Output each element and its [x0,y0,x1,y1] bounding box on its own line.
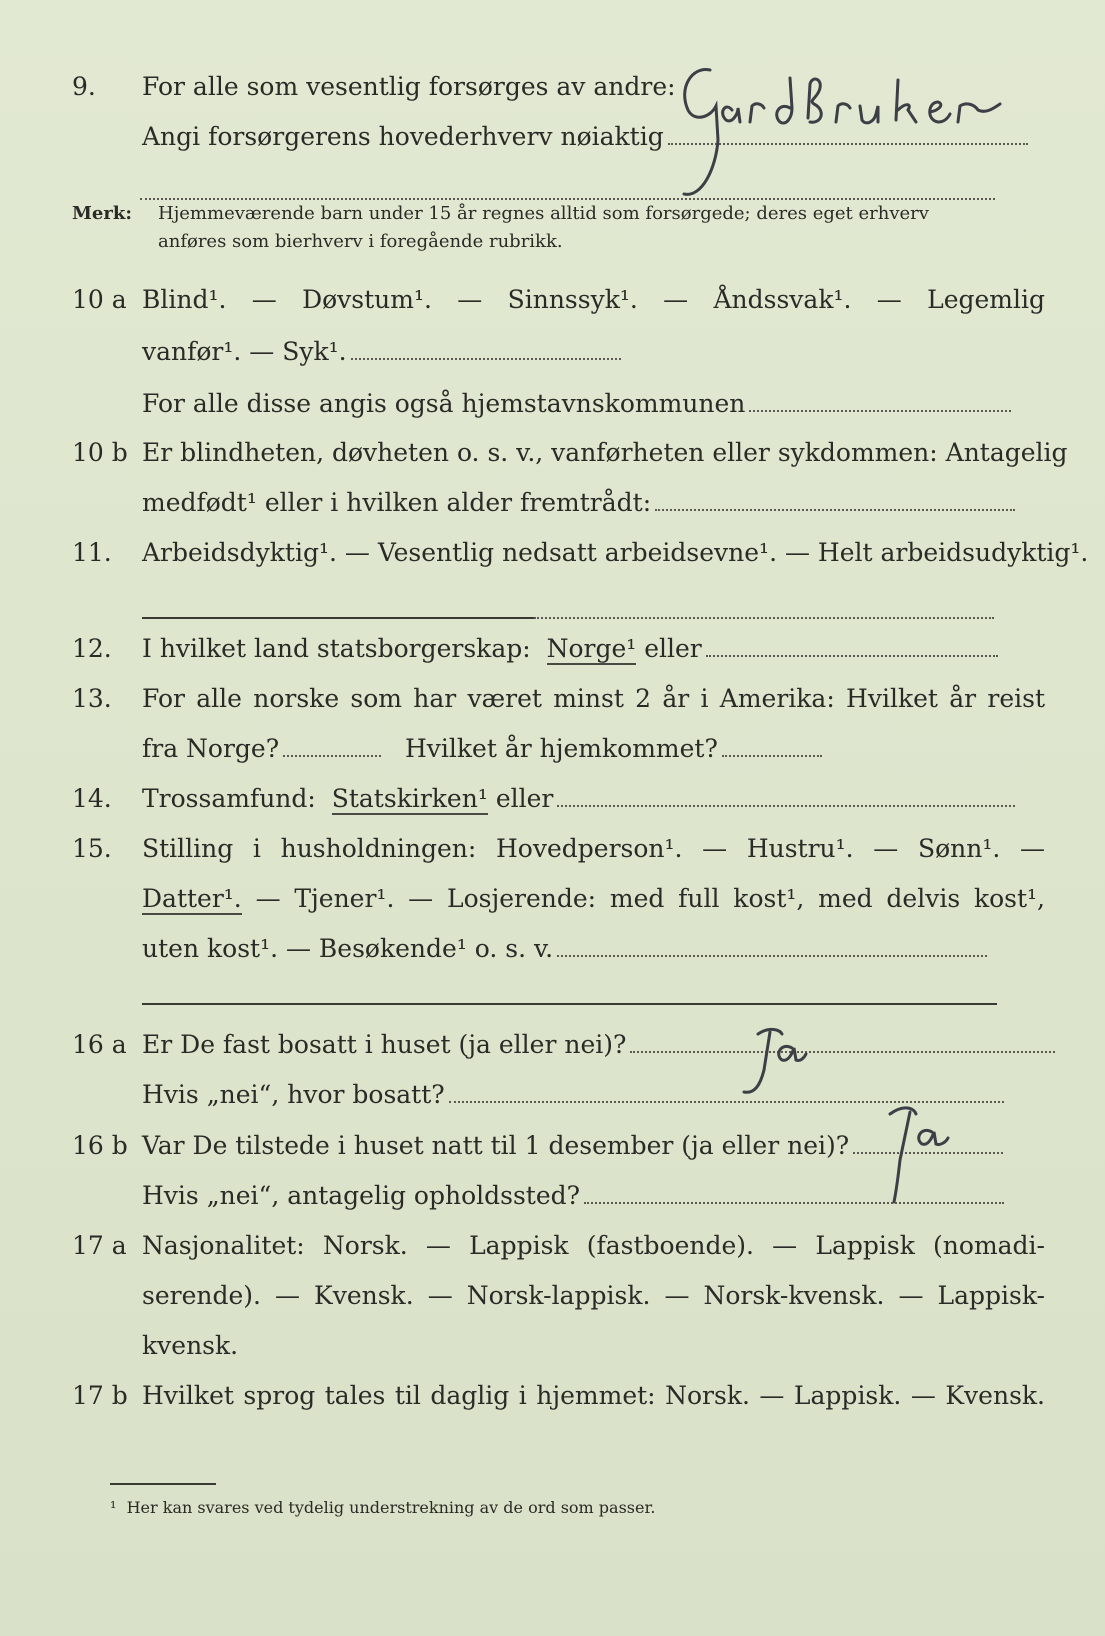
handwritten-answer-text: Gårdbruker [640,48,646,49]
question-text: Hvis „nei“, antagelig opholdssted? [142,1181,581,1210]
question-text: Hvilket år hjemkommet? [404,734,718,763]
answer-line [557,955,987,957]
divider [142,617,534,619]
question-number: 10 a [72,285,127,314]
question-text: kvensk. [142,1331,239,1360]
question-text: uten kost¹. — Besøkende¹ o. s. v. [142,934,554,963]
question-number: 17 b [72,1381,128,1410]
question-text: vanfør¹. — Syk¹. [142,337,347,366]
question-text: For alle disse angis også hjemstavnskommunen [142,389,746,418]
answer-line [706,655,998,657]
question-number: 14. [72,784,112,813]
question-number: 9. [72,72,96,101]
note-text: Hjemmeværende barn under 15 år regnes alltid som forsørgede; deres eget erhverv [158,203,929,224]
question-text: Blind¹. — Døvstum¹. — Sinnssyk¹. — Åndssvak¹. — Legemlig [142,285,1045,314]
question-text: Stilling i husholdningen: Hovedperson¹. — Hustru¹. — Sønn¹. — [142,834,1045,863]
question-text: Angi forsørgerens hovederhverv nøiaktig [142,122,664,151]
note-text: anføres som bierhverv i foregående rubrikk. [158,231,563,252]
answer-line [534,617,994,619]
answer-line [283,755,381,757]
question-number: 16 b [72,1131,128,1160]
question-text: fra Norge? [142,734,280,763]
question-text: Hvilket sprog tales til daglig i hjemmet: Norsk. — Lappisk. — Kvensk. [142,1381,1045,1410]
question-text: Hvis „nei“, hvor bosatt? [142,1080,445,1109]
answer-line [630,1051,1055,1053]
question-number: 16 a [72,1030,127,1059]
question-text: Var De tilstede i huset natt til 1 desember (ja eller nei)? [142,1131,850,1160]
answer-line [351,358,621,360]
question-text: eller [644,634,702,663]
question-text: For alle som vesentlig forsørges av andre: [142,72,676,101]
answer-line [749,410,1011,412]
question-text: medfødt¹ eller i hvilken alder fremtrådt: [142,488,652,517]
svg-text:Ja: Ja [880,1100,881,1101]
footnote [110,1498,655,1517]
question-text: Trossamfund: [142,784,316,813]
handwritten-answer-gardbruker [640,48,1040,208]
question-text: For alle norske som har været minst 2 år i Amerika: Hvilket år reist [142,684,1045,713]
underlined-choice: Statskirken¹ [331,784,488,813]
answer-line [722,755,822,757]
answer-line [584,1202,1004,1204]
question-text: Nasjonalitet: Norsk. — Lappisk (fastboende). — Lappisk (nomadi- [142,1231,1045,1260]
svg-text:Ja: Ja [730,1020,731,1021]
question-text: serende). — Kvensk. — Norsk-lappisk. — Norsk-kvensk. — Lappisk- [142,1281,1045,1310]
question-text: Er De fast bosatt i huset (ja eller nei)? [142,1030,627,1059]
question-number: 11. [72,538,112,567]
footnote-rule [110,1483,216,1485]
question-text: I hvilket land statsborgerskap: [142,634,531,663]
note-label: Merk: [72,203,132,224]
answer-line [655,509,1015,511]
question-number: 10 b [72,438,128,467]
footnote-text: Her kan svares ved tydelig understrekning av de ord som passer. [126,1498,656,1517]
question-number: 17 a [72,1231,127,1260]
question-number: 13. [72,684,112,713]
footnote-mark: ¹ [110,1498,117,1517]
question-text: — Tjener¹. — Losjerende: med full kost¹, med delvis kost¹, [255,884,1045,913]
question-number: 15. [72,834,112,863]
underlined-choice: Norge¹ [546,634,637,663]
question-number: 12. [72,634,112,663]
question-text: eller [495,784,554,813]
underlined-choice: Datter¹. [142,884,242,913]
answer-line [557,805,1015,807]
divider [142,1003,997,1005]
question-text: Arbeidsdyktig¹. — Vesentlig nedsatt arbeidsevne¹. — Helt arbeidsudyktig¹. [142,538,1089,567]
question-text: Er blindheten, døvheten o. s. v., vanførheten eller sykdommen: Antagelig [142,438,1068,467]
